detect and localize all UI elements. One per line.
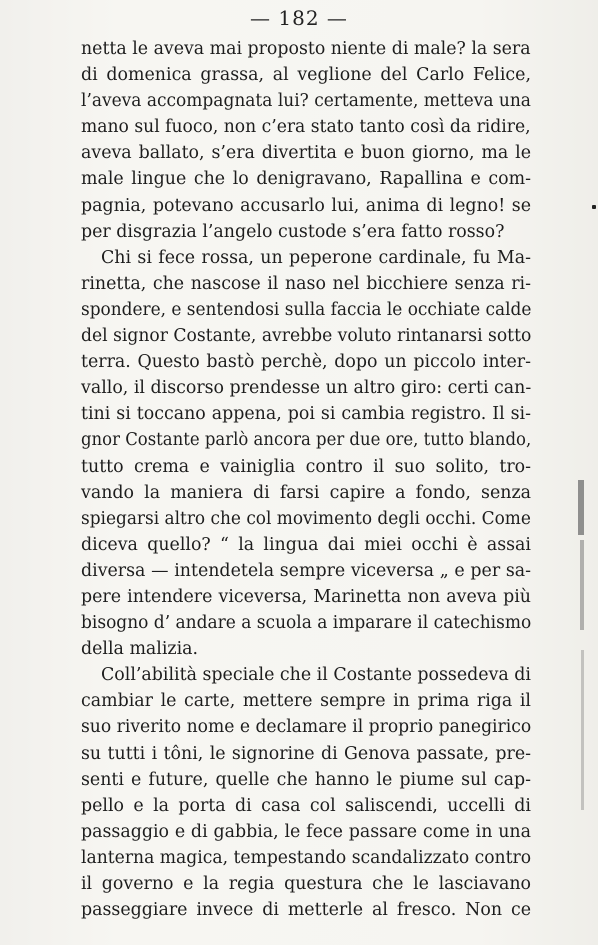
text-line: spiegarsi altro che col movimento degli occhi. Come (81, 508, 531, 529)
binding-shadow (578, 480, 584, 535)
text-line: spondere, e sentendosi sulla faccia le occhiate calde (81, 299, 532, 320)
text-line: diceva quello? “ la lingua dai miei occhi è assai (81, 534, 531, 555)
text-line: passeggiare invece di metterle al fresco. Non ce (81, 900, 531, 921)
text-line: diversa — intendetela sempre viceversa „ e per sa- (81, 560, 531, 581)
paragraph-first-line: Coll’abilità speciale che il Costante possedeva di (101, 665, 531, 686)
text-line: terra. Questo bastò perchè, dopo un piccolo inter- (81, 352, 531, 373)
text-line: mano sul fuoco, non c’era stato tanto così da ridire, (81, 117, 531, 138)
body-text (81, 36, 531, 923)
text-line: cambiar le carte, mettere sempre in prima riga il (81, 691, 531, 712)
text-line: rinetta, che nascose il naso nel bicchiere senza ri- (81, 273, 531, 294)
text-line: aveva ballato, s’era divertita e buon giorno, ma le (81, 143, 531, 164)
text-line: pere intendere viceversa, Marinetta non aveva più (81, 586, 531, 607)
paragraph-first-line: Chi si fece rossa, un peperone cardinale, fu Ma- (101, 247, 531, 268)
ink-speck (592, 205, 596, 209)
text-line: vando la maniera di farsi capire a fondo, senza (81, 482, 531, 503)
page-number: — 182 — (250, 6, 348, 30)
text-line: per disgrazia l’angelo custode s’era fatto rosso? (81, 221, 505, 242)
text-line: l’aveva accompagnata lui? certamente, metteva una (81, 91, 531, 112)
text-line: della malizia. (81, 639, 199, 660)
text-line: del signor Costante, avrebbe voluto rintanarsi sotto (81, 326, 532, 347)
text-line: vallo, il discorso prendesse un altro giro: certi can- (81, 378, 532, 399)
text-line: male lingue che lo denigravano, Rapallina e com- (81, 169, 531, 190)
text-line: bisogno d’ andare a scuola a imparare il catechismo (81, 613, 532, 634)
text-line: su tutti i tôni, le signorine di Genova passate, pre- (81, 743, 531, 764)
text-line: pello e la porta di casa col saliscendi, uccelli di (81, 795, 531, 816)
text-line: netta le aveva mai proposto niente di male? la sera (81, 39, 531, 59)
text-line: passaggio e di gabbia, le fece passare come in una (81, 821, 531, 842)
text-line: il governo e la regia questura che le lasciavano (81, 874, 531, 894)
text-line: tutto crema e vainiglia contro il suo solito, tro- (81, 456, 531, 477)
text-line: suo riverito nome e declamare il proprio panegirico (81, 717, 532, 738)
text-line: lanterna magica, tempestando scandalizzato contro (81, 847, 532, 868)
text-line: tini si toccano appena, poi si cambia registro. Il si- (81, 404, 531, 425)
text-line: pagnia, potevano accusarlo lui, anima di legno! se (81, 195, 531, 216)
binding-shadow (580, 540, 584, 630)
text-line: di domenica grassa, al veglione del Carlo Felice, (81, 65, 531, 86)
binding-shadow (581, 650, 584, 810)
text-line: gnor Costante parlò ancora per due ore, tutto blando, (81, 430, 532, 451)
text-line: senti e future, quelle che hanno le piume sul cap- (81, 769, 531, 790)
